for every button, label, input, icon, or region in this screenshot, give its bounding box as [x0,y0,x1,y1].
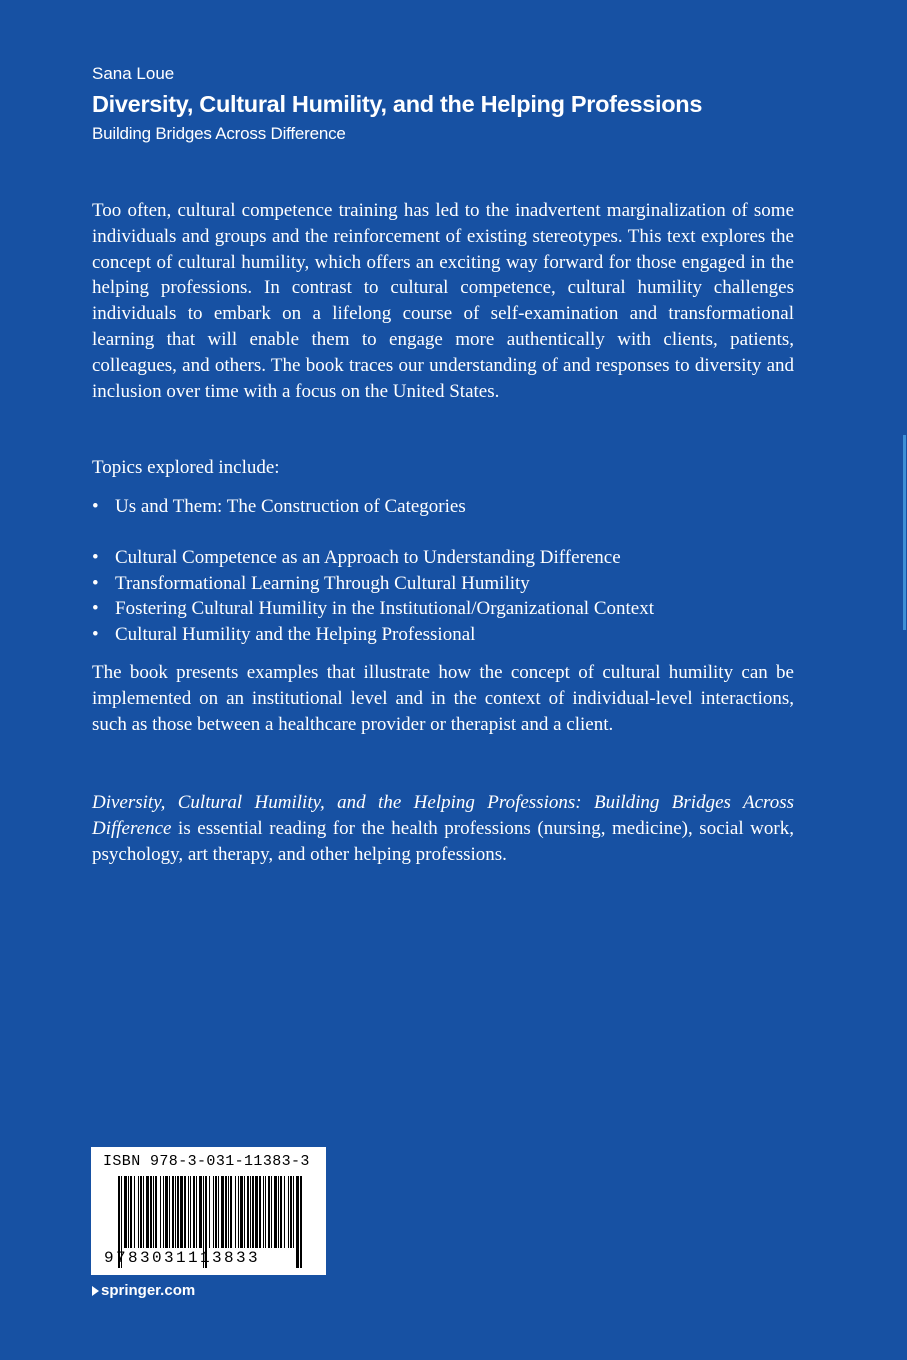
book-title: Diversity, Cultural Humility, and the Helping Professions [92,91,703,117]
publisher-url: springer.com [101,1282,196,1299]
cover-header [92,63,702,146]
closing-paragraph [92,790,794,867]
list-item [92,571,654,597]
closing-title-italic: Diversity, Cultural Humility, and the Helping Professions: Building Bridges Across Difference [92,792,794,839]
list-item [92,545,654,571]
author-name: Sana Loue [92,64,175,83]
bullet-icon: • [92,572,99,594]
publisher-link[interactable] [92,1281,195,1301]
arrow-right-icon [92,1286,99,1296]
book-subtitle: Building Bridges Across Difference [92,124,346,143]
list-item [92,596,654,622]
topic-label: Cultural Competence as an Approach to Understanding Difference [115,546,621,568]
topic-label: Cultural Humility and the Helping Professional [115,624,476,646]
bullet-icon: • [92,624,99,646]
topic-label: Us and Them: The Construction of Categories [115,496,466,517]
isbn-label: ISBN 978-3-031-11383-3 [103,1153,310,1170]
barcode-digits: 9783031113833 [104,1249,261,1267]
spine-edge-line [903,435,906,630]
topics-list [92,494,654,648]
isbn-barcode [91,1147,326,1275]
book-description: Too often, cultural competence training has led to the inadvertent marginalization of some individuals and groups and the reinforcement of existing stereotypes. This text explores the concept of cultural humility, which offers an exciting way forward for those engaged in the helping professions. In contrast to cultural competence, cultural humility challenges individuals to embark on a lifelong course of self-examination and transformational learning that will enable them to engage more authentically with clients, patients, colleagues, and others. The book traces our understanding of and responses to diversity and inclusion over time with a focus on the United States. [92,200,794,402]
topic-label: Transformational Learning Through Cultural Humility [115,572,530,594]
closing-rest: is essential reading for the health professions (nursing, medicine), social work, psychology, art therapy, and other helping professions. [92,817,794,865]
list-item [92,494,654,520]
topic-label: Fostering Cultural Humility in the Institutional/Organizational Context [115,598,654,620]
list-item [92,622,654,648]
topics-intro: Topics explored include: [92,457,280,478]
bullet-icon: • [92,496,99,517]
bullet-icon: • [92,546,99,568]
examples-paragraph: The book presents examples that illustrate how the concept of cultural humility can be implemented on an institutional level and in the context of individual-level interactions, such as those between a healthcare provider or therapist and a client. [92,662,794,735]
bullet-icon: • [92,598,99,620]
